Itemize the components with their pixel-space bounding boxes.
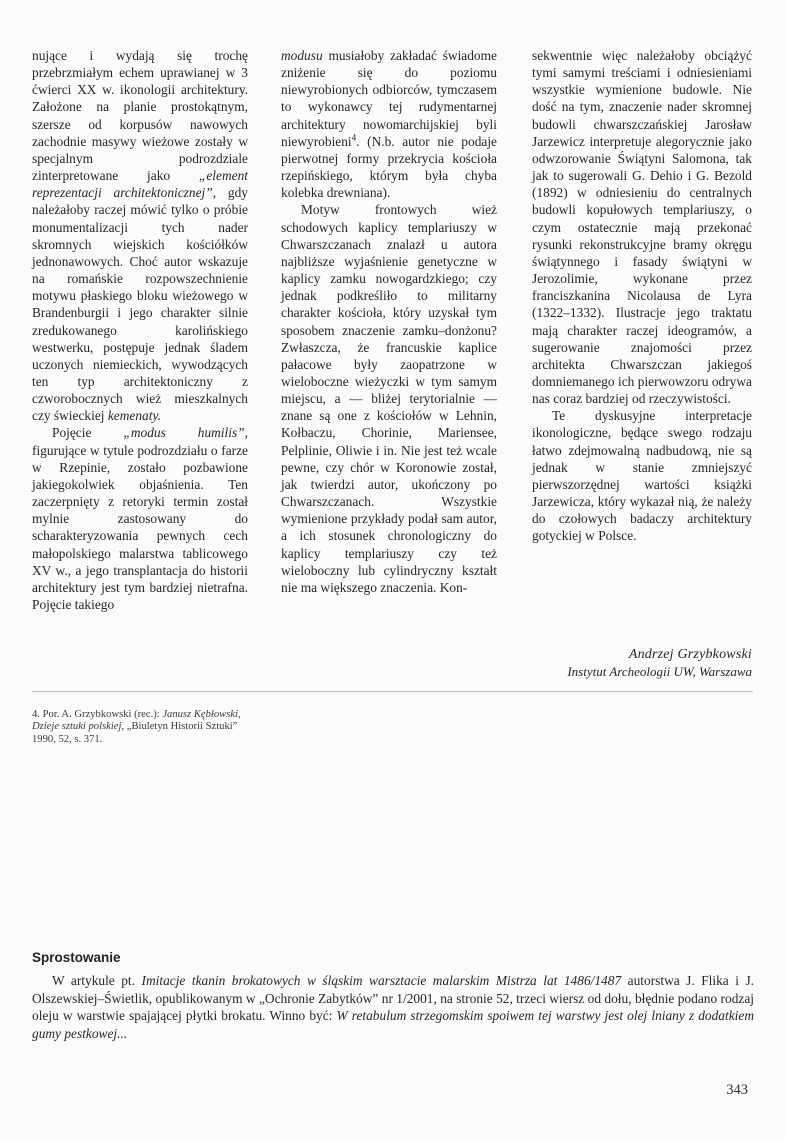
footnote-divider [32,691,753,692]
paragraph: modusu musiałoby zakładać świadome zniżenie się do poziomu niewyrobionych odbiorców, tymczasem to wykonawcy tej rudymentarnej architektury nowomarchijskiej byli niewyrobieni$^4$. (N.b. autor nie podaje pierwotnej formy przekrycia kościoła rzepińskiego, którym była chyba kolebka drewniana). [281,48,497,201]
author-institution: Instytut Archeologii UW, Warszawa [567,664,752,679]
paragraph: nujące i wydają się trochę przebrzmiałym echem uprawianej w 3 ćwierci XX w. ikonologii architektury. Założone na planie prostokątnym, szersze od korpusów nawowych zachodnie masywy wieżowe zostały w specjalnym podrozdziale zinterpretowane jako „element reprezentacji architektonicznej”, gdy należałoby raczej mówić tylko o próbie monumentalizacji tych nader skromnych wiejskich kościółków jednonawowych. Choć autor wskazuje na romańskie rozpowszechnienie motywu płaskiego bloku wieżowego w Brandenburgii i jego charakter silnie zredukowanego karolińskiego westwerku, postępuje jednak śladem uczonych niemieckich, wywodzących ten typ architektoniczny z czworobocznych wież mieszkalnych czy świeckiej kemenaty. [32,48,248,424]
emphasis: W retabulum strzegomskim spoiwem tej warstwy jest olej lniany z dodatkiem gumy pestkowej... [32,1008,754,1041]
author-signature: Andrzej Grzybkowski [628,647,752,662]
text-column-3 [532,47,752,545]
emphasis: „modus humilis” [123,425,245,441]
correction-heading: Sprostowanie [32,950,121,965]
emphasis: Janusz Kębłowski, Dzieje sztuki polskiej [32,709,241,733]
emphasis: Imitacje tkanin brokatowych w śląskim warsztacie malarskim Mistrza lat 1486/1487 [141,973,622,988]
paragraph: Pojęcie „modus humilis”, figurujące w tytule podrozdziału o farze w Rzepinie, zostało pozbawione jakiegokolwiek objaśnienia. Ten zaczerpnięty z retoryki termin został mylnie zastosowany do scharakteryzowania pewnych cech małopolskiego malarstwa tablicowego XV w., a jego transplantacja do historii architektury jest tym bardziej nietrafna. Pojęcie takiego [32,425,248,612]
correction-text: W artykule pt. Imitacje tkanin brokatowych w śląskim warsztacie malarskim Mistrza lat 1486/1487 autorstwa J. Flika i J. Olszewskiej–Świetlik, opublikowanym w „Ochronie Zabytków” nr 1/2001, na stronie 52, trzeci wiersz od dołu, błędnie podano rodzaj oleju w warstwie spajającej płytki brokatu. Winno być: W retabulum strzegomskim spoiwem tej warstwy jest olej lniany z dodatkiem gumy pestkowej... [32,973,755,1041]
text-column-1 [32,47,248,613]
paragraph: Motyw frontowych wież schodowych kaplicy templariuszy w Chwarszczanach znalazł u autora najbliższe wyjaśnienie genetyczne w kaplicy zamku nowogardzkiego; czy jednak podkreśliło to militarny charakter kościoła, który uzyskał tym sposobem znaczenie zamku–donżonu? Zwłaszcza, że francuskie kaplice pałacowe były zaopatrzone w wieloboczne wieżyczki w tym samym miejscu, a — bliżej terytorialnie — znane są one z kościołów w Lehnin, Kołbaczu, Chorinie, Mariensee, Pelplinie, Oliwie i in. Nie jest też wcale pewne, czy chór w Koronowie został, jak twierdzi autor, ukończony po Chwarszczanach. Wszystkie wymienione przykłady podał sam autor, a ich stosunek chronologiczny do kaplicy templariuszy czy też wieloboczny lub cylindryczny kształt nie ma większego znaczenia. Kon- [281,202,497,595]
paragraph: sekwentnie więc należałoby obciążyć tymi samymi treściami i odniesieniami wszystkie wymienione budowle. Nie dość na tym, znaczenie nader skromnej budowli chwarszczańskiej Jarosław Jarzewicz interpretuje alegorycznie jako odwzorowanie Świątyni Salomona, tak jak to sugerowali G. Dehio i G. Bezold (1892) w odniesieniu do centralnych budowli kopułowych templariuszy, o czym ostatecznie mają przekonać rysunki rekonstrukcyjne bramy okręgu świątynnego i fasady świątyni w Jerozolimie, wykonane przez franciszkanina Nicolausa de Lyra (1322–1332). Ilustracje jego traktatu mają charakter raczej ideogramów, a sugerowanie znajomości przez architekta Chwarszczan jakiegoś domniemanego ich pierwowzoru odrywa nas coraz bardziej od rzeczywistości. [532,48,752,407]
page-number: 343 [726,1082,748,1098]
emphasis: „element reprezentacji architektonicznej” [32,168,248,201]
footnote-ref[interactable]: 4 [351,132,357,143]
paragraph: Te dyskusyjne interpretacje ikonologiczne, będące swego rodzaju łatwo zdejmowalną nadbudową, nie są jednak w stanie zmniejszyć pierwszorzędnej wartości książki Jarzewicza, który wykazał nią, że należy do czołowych badaczy architektury gotyckiej w Polsce. [532,408,752,544]
text-column-2 [281,47,497,596]
emphasis: modusu [281,48,323,63]
footnote: 4. Por. A. Grzybkowski (rec.): Janusz Kębłowski, Dzieje sztuki polskiej, „Biuletyn Historii Sztuki” 1990, 52, s. 371. [32,709,241,745]
emphasis: kemenaty. [107,408,162,424]
